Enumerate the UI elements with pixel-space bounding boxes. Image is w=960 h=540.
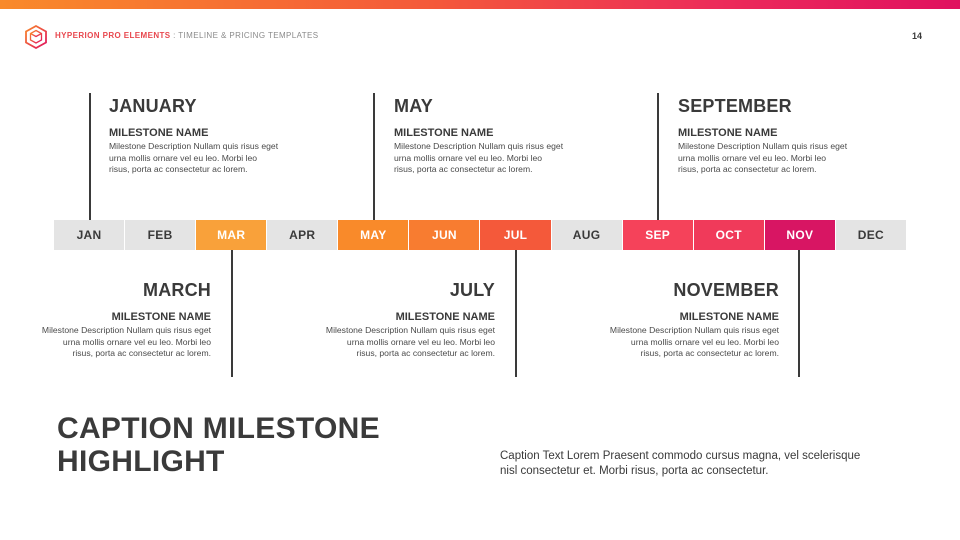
connector-line-july [515,250,517,377]
month-cell-jun: JUN [409,220,479,250]
month-cell-jan: JAN [54,220,124,250]
connector-line-may [373,93,375,220]
month-cell-apr: APR [267,220,337,250]
milestone-may [394,96,564,176]
milestone-july [325,280,495,360]
milestone-month-title: MAY [394,96,433,116]
month-cell-may: MAY [338,220,408,250]
presentation-title [55,31,319,40]
month-cell-nov: NOV [765,220,835,250]
milestone-january [109,96,279,176]
month-cell-aug: AUG [552,220,622,250]
milestone-name: MILESTONE NAME [111,311,211,323]
page-number: 14 [911,31,922,41]
milestone-september [678,96,848,176]
milestone-month-title: JULY [449,280,495,300]
milestone-name: MILESTONE NAME [679,311,779,323]
milestone-description: Milestone Description Nullam quis risus eget urna mollis ornare vel eu leo. Morbi leo risus, porta ac consectetur ac lorem. [394,141,564,174]
month-cell-dec: DEC [836,220,906,250]
connector-line-march [231,250,233,377]
connector-line-september [657,93,659,220]
milestone-name: MILESTONE NAME [678,127,778,139]
caption-heading: CAPTION MILESTONE HIGHLIGHT [57,412,380,478]
caption-text: Caption Text Lorem Praesent commodo cursus magna, vel scelerisque nisl consectetur et. Morbi risus, porta ac consectetur. [500,450,861,477]
template-subtitle: : TIMELINE & PRICING TEMPLATES [170,31,319,40]
milestone-description: Milestone Description Nullam quis risus eget urna mollis ornare vel eu leo. Morbi leo risus, porta ac consectetur ac lorem. [678,141,848,174]
milestone-name: MILESTONE NAME [394,127,494,139]
milestone-name: MILESTONE NAME [395,311,495,323]
milestone-month-title: JANUARY [109,96,197,116]
milestone-description: Milestone Description Nullam quis risus eget urna mollis ornare vel eu leo. Morbi leo risus, porta ac consectetur ac lorem. [325,325,495,358]
month-cell-oct: OCT [694,220,764,250]
connector-line-january [89,93,91,220]
month-cell-mar: MAR [196,220,266,250]
connector-line-november [798,250,800,377]
milestone-march [41,280,211,360]
milestone-month-title: NOVEMBER [673,280,779,300]
milestone-month-title: SEPTEMBER [678,96,792,116]
top-accent-bar [0,0,960,9]
milestone-description: Milestone Description Nullam quis risus eget urna mollis ornare vel eu leo. Morbi leo risus, porta ac consectetur ac lorem. [41,325,211,358]
milestone-description: Milestone Description Nullam quis risus eget urna mollis ornare vel eu leo. Morbi leo risus, porta ac consectetur ac lorem. [609,325,779,358]
milestone-november [609,280,779,360]
timeline-month-bar [54,220,906,250]
hexagon-cube-logo-icon [25,25,47,49]
milestone-description: Milestone Description Nullam quis risus eget urna mollis ornare vel eu leo. Morbi leo risus, porta ac consectetur ac lorem. [109,141,279,174]
milestone-month-title: MARCH [143,280,211,300]
brand-name: HYPERION PRO ELEMENTS [55,31,171,40]
milestone-name: MILESTONE NAME [109,127,209,139]
month-cell-jul: JUL [480,220,550,250]
month-cell-sep: SEP [623,220,693,250]
month-cell-feb: FEB [125,220,195,250]
